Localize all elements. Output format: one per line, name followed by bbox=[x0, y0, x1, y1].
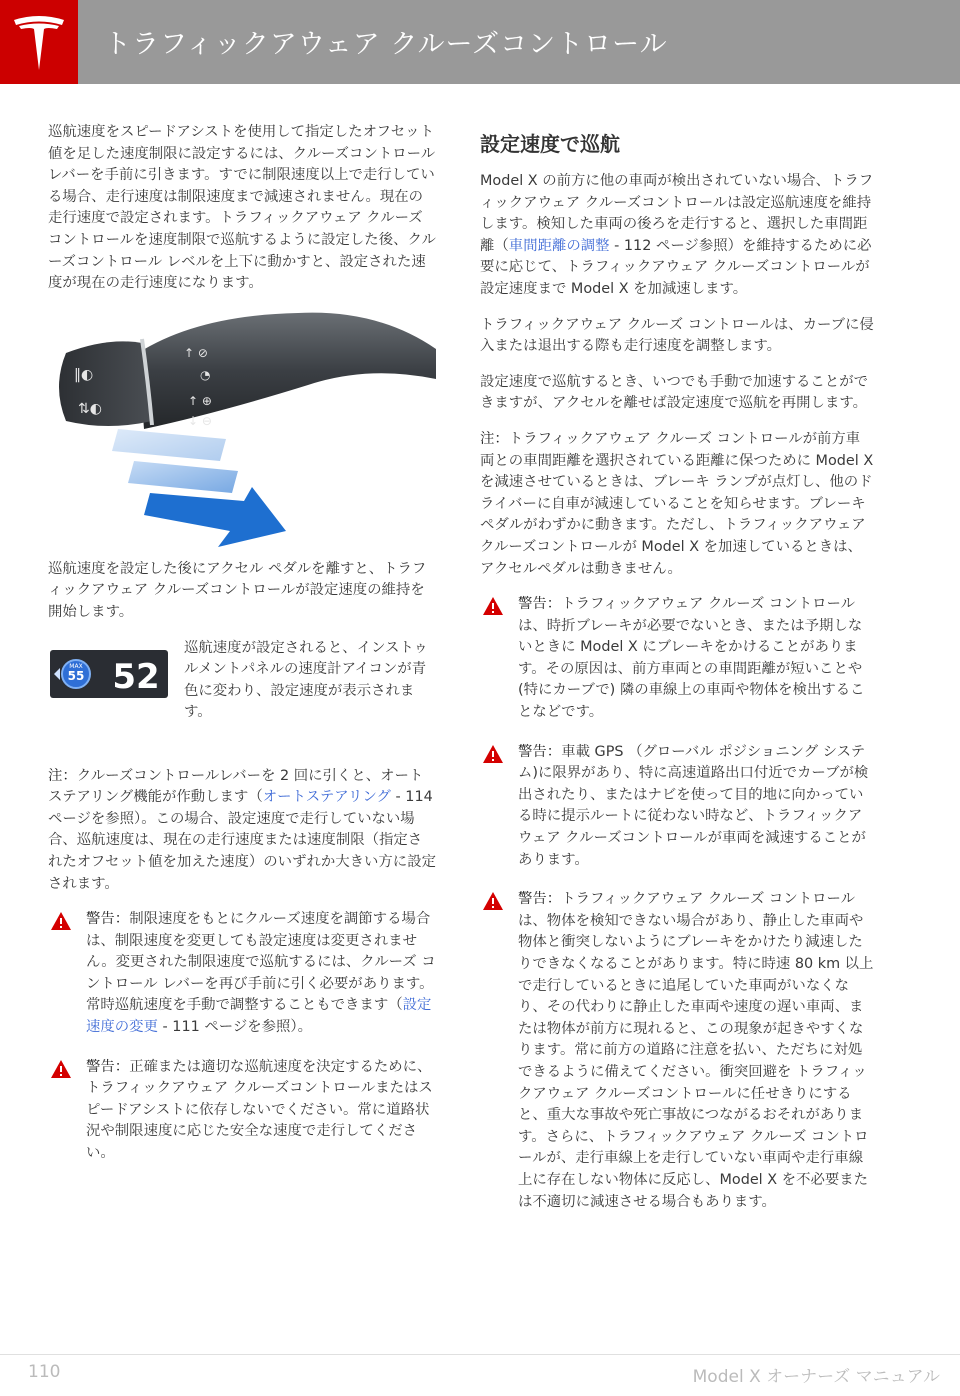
right-warning-1-text bbox=[518, 594, 874, 724]
right-warning-2 bbox=[480, 742, 874, 872]
warning-label: 警告： bbox=[86, 911, 130, 928]
warning-label: 警告： bbox=[86, 1058, 130, 1075]
warning-icon bbox=[482, 744, 504, 764]
warning-icon bbox=[482, 891, 504, 911]
following-distance-link[interactable]: 車間距離の調整 bbox=[508, 237, 610, 254]
note-text-1: クルーズコントロールレバーを 2 回に引くと、オートステアリング機能が作動します（ bbox=[48, 767, 424, 806]
para1-text-b: - 112 ページ参照）を維持するために必要に応じて、トラフィックアウェア クルーズコントロールが設定速度まで Model X を加減速します。 bbox=[480, 237, 872, 297]
speed-caption-block bbox=[184, 638, 436, 724]
speedometer-icon bbox=[50, 650, 168, 698]
note-text-2: - 114 ページを参照）。この場合、設定速度で走行していない場合、巡航速度は、現在の走行速度または速度制限（指定されたオフセット値を加えた速度）のいずれか大きい方に設定されます。 bbox=[48, 789, 436, 892]
right-warning-2-text bbox=[518, 742, 874, 872]
left-column bbox=[48, 122, 436, 1183]
warning-text-1: 制限速度をもとにクルーズ速度を調節する場合は、制限速度を変更しても設定速度は変更されません。変更された制限速度で巡航するには、クルーズ コントロール レバーを再び手前に引く必要があります。常時巡航速度を手動で調整することもできます（ bbox=[86, 911, 436, 1014]
left-warning-2-text bbox=[86, 1057, 436, 1165]
set-speed-change-link[interactable]: 設定速度の変更 bbox=[86, 997, 432, 1036]
svg-text:◔: ◔ bbox=[200, 367, 211, 382]
note-label: 注： bbox=[480, 430, 509, 447]
manual-title: Model X オーナーズ マニュアル bbox=[692, 1367, 940, 1387]
warning-text: 車載 GPS （グローバル ポジショニング システム)に限界があり、特に高速道路出口付近でカーブが検出されたり、またはナビを使って目的地に向かっている時に提示ルートに従わない時など、トラフィックアウェア クルーズコントロールが車両を減速することがあります。 bbox=[518, 743, 869, 868]
tesla-logo-icon bbox=[11, 14, 67, 72]
svg-text:‖◐: ‖◐ bbox=[74, 366, 94, 383]
right-paragraph-1 bbox=[480, 171, 874, 301]
right-warning-3 bbox=[480, 889, 874, 1213]
warning-text: 正確または適切な巡航速度を決定するために、トラフィックアウェア クルーズコントロールまたはスピードアシストに依存しないでください。常に道路状況や制限速度に応じた安全な速度で走行してください。 bbox=[86, 1058, 433, 1162]
warning-label: 警告： bbox=[518, 743, 562, 760]
set-speed-value: 55 bbox=[67, 668, 85, 683]
warning-label: 警告： bbox=[518, 891, 562, 908]
autosteer-link[interactable]: オートステアリング bbox=[262, 789, 391, 806]
svg-text:⇅◐: ⇅◐ bbox=[78, 400, 102, 417]
speedometer-badge bbox=[50, 650, 168, 698]
page-header bbox=[0, 0, 960, 84]
warning-icon bbox=[50, 911, 72, 931]
page-number: 110 bbox=[28, 1362, 61, 1382]
right-paragraph-2: トラフィックアウェア クルーズ コントロールは、カーブに侵入または退出する際も走行速度を調整します。 bbox=[480, 316, 874, 355]
warning-text: トラフィックアウェア クルーズ コントロールは、物体を検知できない場合があり、静止した車両や物体と衝突しないようにブレーキをかけたり減速したりできなくなることがあります。特に時速 80 km 以上で走行しているときに追尾していた車両がいなくなり、その代わりに静止した車両や速度の遅い車両、または物体が前方に現れると、この現象が起きやすくなります。常に前方の道路に注意を払い、ただちに対処できるように備えてください。衝突回避を トラフィックアウェア クルーズコントロールに任せきりにすると、重大な事故や死亡事故につながるおそれがあります。さらに、トラフィックアウェア クルーズ コントロールが、走行車線上を走行していない車両や走行車線上に存在しない物体に反応し、Model X を不必要または不適切に減速させる場合もあります。 bbox=[518, 891, 874, 1210]
right-paragraph-3: 設定速度で巡航するとき、いつでも手動で加速することができますが、アクセルを離せば設定速度で巡航を再開します。 bbox=[480, 373, 868, 412]
left-note bbox=[48, 766, 436, 896]
warning-icon bbox=[50, 1059, 72, 1079]
section-heading: 設定速度で巡航 bbox=[480, 132, 620, 156]
svg-text:↓ ⊖: ↓ ⊖ bbox=[188, 413, 212, 428]
right-warning-1 bbox=[480, 594, 874, 724]
right-column bbox=[480, 122, 874, 1231]
after-image-paragraph: 巡航速度を設定した後にアクセル ペダルを離すと、トラフィックアウェア クルーズコントロールが設定速度の維持を開始します。 bbox=[48, 560, 427, 620]
warning-text-2: - 111 ページを参照）。 bbox=[157, 1019, 312, 1036]
left-warning-1-text bbox=[86, 909, 436, 1039]
left-warning-1 bbox=[48, 909, 436, 1039]
right-note bbox=[480, 429, 874, 580]
warning-text: トラフィックアウェア クルーズ コントロールは、時折ブレーキが必要でないとき、または予期しないときに Model X にブレーキをかけることがあります。その原因は、前方車両との車間距離が短いことや (特にカーブで) 隣の車線上の車両や物体を検出することなどです。 bbox=[518, 596, 865, 721]
cruise-stalk-image bbox=[48, 309, 436, 549]
left-warning-2 bbox=[48, 1057, 436, 1165]
note-label: 注： bbox=[48, 767, 77, 784]
right-warning-3-text bbox=[518, 889, 874, 1213]
warning-icon bbox=[482, 596, 504, 616]
intro-paragraph: 巡航速度をスピードアシストを使用して指定したオフセット値を足した速度制限に設定するには、クルーズコントロールレバーを手前に引きます。すでに制限速度以上で走行している場合、走行速度は制限速度まで減速されません。現在の走行速度で設定されます。トラフィックアウェア クルーズコントロールを速度制限で巡航するように設定した後、クルーズコントロール レベルを上下に動かすと、設定された速度が現在の走行速度になります。 bbox=[48, 124, 436, 292]
footer-divider bbox=[0, 1354, 960, 1355]
page-title: トラフィックアウェア クルーズコントロール bbox=[104, 29, 668, 60]
speed-display-row bbox=[48, 638, 436, 746]
note-text: トラフィックアウェア クルーズ コントロールが前方車両との車間距離を選択されている距離に保つために Model X を減速させているときは、ブレーキ ランプが点灯し、他のドライバーに自車が減速していることを知らせます。ブレーキ ペダルがわずかに動きます。ただし、トラフィックアウェア クルーズコントロールが Model X を加速しているときは、アクセルペダルは動きません。 bbox=[480, 430, 874, 577]
tesla-logo bbox=[0, 0, 78, 84]
warning-label: 警告： bbox=[518, 596, 562, 613]
current-speed-value: 52 bbox=[112, 656, 160, 697]
cruise-stalk-illustration bbox=[48, 309, 436, 549]
svg-text:↑ ⊕: ↑ ⊕ bbox=[188, 393, 212, 408]
para1-text-a: Model X の前方に他の車両が検出されていない場合、トラフィックアウェア クルーズコントロールは設定巡航速度を維持します。検知した車両の後ろを走行すると、選択した車間距離（ bbox=[480, 173, 874, 254]
svg-text:↑ ⊘: ↑ ⊘ bbox=[184, 345, 208, 360]
max-label: MAX bbox=[69, 662, 83, 670]
speed-caption: 巡航速度が設定されると、インストゥルメントパネルの速度計アイコンが青色に変わり、設定速度が表示されます。 bbox=[184, 639, 428, 721]
